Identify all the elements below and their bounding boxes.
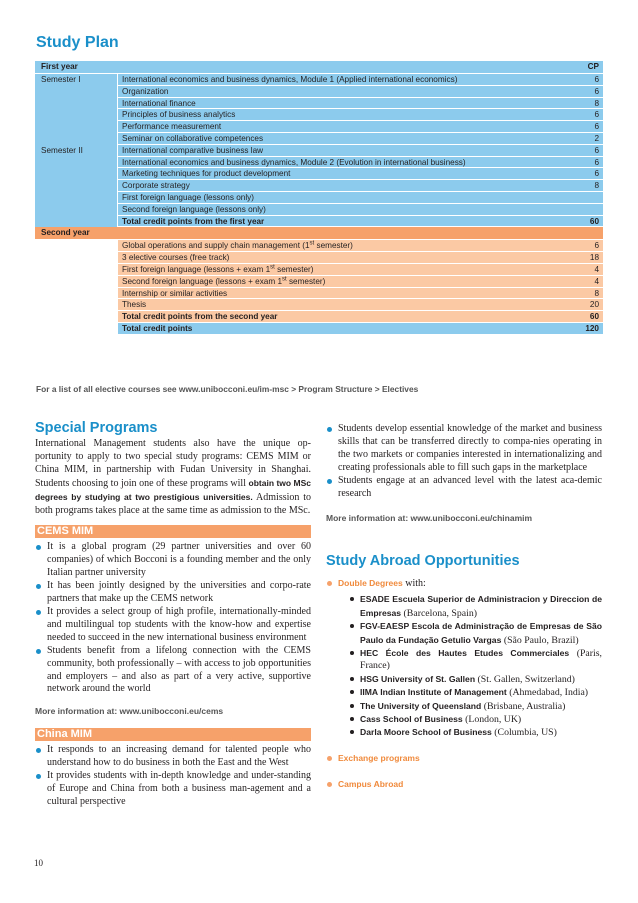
partner-name: FGV-EAESP Escola de Administração de Empresas de São Paulo da Fundação Getulio Vargas	[360, 621, 602, 645]
cems-bullets	[35, 541, 311, 696]
partner-school	[350, 620, 602, 647]
second-year-total-row	[35, 311, 603, 323]
partner-name: Cass School of Business	[360, 714, 463, 724]
partner-location: (Paris, France)	[360, 647, 602, 672]
campus-abroad-item: Campus Abroad	[326, 778, 602, 792]
course-cp: 2	[563, 133, 603, 145]
course-name: Thesis	[117, 299, 563, 311]
course-row	[35, 86, 603, 98]
course-row	[35, 299, 603, 311]
semester-2-rows	[35, 145, 603, 216]
list-item: Students develop essential knowledge of the market and business skills that can be transferred directly to compa-nies operating in the two markets or companies interested in internationalizing and creating professionals able to fill such gaps in the marketplace	[326, 423, 602, 475]
bullet-icon	[36, 748, 41, 753]
partner-location: (Barcelona, Spain)	[403, 607, 477, 619]
course-row	[35, 109, 603, 121]
cems-more-info: More information at: www.unibocconi.eu/cems	[35, 706, 224, 717]
partner-school	[350, 686, 602, 699]
partner-location: (Brisbane, Australia)	[483, 700, 566, 712]
course-row	[35, 204, 603, 216]
grand-total-label: Total credit points	[117, 323, 563, 335]
course-cp: 6	[563, 121, 603, 133]
semester-label: Semester II	[35, 145, 117, 157]
special-programs-title: Special Programs	[35, 420, 158, 436]
bullet-icon	[350, 597, 354, 601]
bullet-icon	[350, 690, 354, 694]
double-degrees-item: Double Degrees with: ESADE Escuela Superior de Administracion y Direccion de Empresas (Barcelona, Spain) FGV-EAESP Escola de Administração de Empresas de São Paulo da Fundação Getulio Vargas (São Paulo, Brazil) HEC École des Hautes Etudes Commerciales (Paris, France) HSG University of St. Gallen (St. Gallen, Switzerland) IIMA Indian Institute of Management (Ahmedabad, India) The University of Queensland (Brisbane, Australia) Cass School of Business (London, UK) Darla Moore School of Business (Columbia, US)	[326, 577, 602, 739]
study-abroad-title: Study Abroad Opportunities	[326, 553, 520, 570]
course-row	[35, 180, 603, 192]
course-name: Performance measurement	[117, 121, 563, 133]
course-row	[35, 133, 603, 145]
course-cp: 6	[563, 157, 603, 169]
cp-header: CP	[587, 62, 599, 71]
course-cp: 6	[563, 74, 603, 86]
course-cp: 6	[563, 240, 603, 252]
course-name: International finance	[117, 98, 563, 110]
course-name: Internship or similar activities	[117, 288, 563, 300]
bullet-icon	[350, 624, 354, 628]
second-year-total-cp: 60	[563, 311, 603, 323]
course-row	[35, 252, 603, 264]
bullet-icon	[327, 782, 332, 787]
list-item: Students engage at an advanced level with the latest aca-demic research	[326, 475, 602, 501]
course-name: International comparative business law	[117, 145, 563, 157]
first-year-total-cp: 60	[563, 216, 603, 228]
china-bullets-continued	[326, 423, 602, 500]
first-year-header	[35, 61, 603, 74]
course-cp: 6	[563, 168, 603, 180]
partner-location: (São Paulo, Brazil)	[503, 634, 579, 646]
course-name: International economics and business dynamics, Module 2 (Evolution in international business)	[117, 157, 563, 169]
partner-school	[350, 700, 602, 713]
list-item: It provides students with in-depth knowledge and under-standing of Europe and China from both a business man-agement and a cultural perspective	[35, 770, 311, 809]
course-row	[35, 98, 603, 110]
double-degree-partners	[350, 593, 602, 739]
bullet-icon	[327, 479, 332, 484]
course-name: Seminar on collaborative competences	[117, 133, 563, 145]
course-name: Second foreign language (lessons + exam 1st semester)	[117, 276, 563, 288]
first-year-total-row	[35, 216, 603, 228]
second-year-total-label: Total credit points from the second year	[117, 311, 563, 323]
course-name: Corporate strategy	[117, 180, 563, 192]
course-row	[35, 192, 603, 204]
partner-name: ESADE Escuela Superior de Administracion y Direccion de Empresas	[360, 594, 602, 618]
partner-name: IIMA Indian Institute of Management	[360, 687, 507, 698]
second-year-label: Second year	[41, 228, 90, 238]
course-name: Organization	[117, 86, 563, 98]
course-cp: 18	[563, 252, 603, 264]
left-column	[35, 420, 311, 809]
course-cp	[563, 192, 603, 204]
two-degrees-highlight: obtain two MSc degrees by studying at two prestigious universities.	[35, 477, 311, 502]
list-item: Students benefit from a lifelong connection with the CEMS community, both professionally – with access to job opportunities and employers – and also as part of a very active, supportive network around the world	[35, 645, 311, 697]
partner-name: HEC École des Hautes Etudes Commerciales	[360, 647, 570, 658]
bullet-icon	[350, 717, 354, 721]
course-row	[35, 276, 603, 288]
list-item: It responds to an increasing demand for talented people who understand how to do business in both the East and the West	[35, 744, 311, 770]
second-year-rows	[35, 240, 603, 311]
partner-school	[350, 713, 602, 726]
partner-school	[350, 593, 602, 620]
bullet-icon	[350, 677, 354, 681]
course-row	[35, 157, 603, 169]
first-year-total-label: Total credit points from the first year	[117, 216, 563, 228]
china-bullets	[35, 744, 311, 809]
course-row	[35, 145, 603, 157]
second-year-header	[35, 227, 603, 240]
first-year-label: First year	[41, 62, 78, 71]
course-cp: 8	[563, 180, 603, 192]
study-plan-title: Study Plan	[36, 34, 119, 51]
china-more-info: More information at: www.unibocconi.eu/chinamim	[326, 513, 533, 524]
course-row	[35, 264, 603, 276]
page-number: 10	[34, 858, 43, 868]
bullet-icon	[327, 427, 332, 432]
bullet-icon	[327, 756, 332, 761]
course-cp: 20	[563, 299, 603, 311]
electives-footnote: For a list of all elective courses see www.unibocconi.eu/im-msc > Program Structure > Electives	[36, 384, 419, 394]
list-item: It has been jointly designed by the universities and corpo-rate partners that make up the CEMS network	[35, 580, 311, 606]
course-name: International economics and business dynamics, Module 1 (Applied international economics)	[117, 74, 563, 86]
bullet-icon	[350, 651, 354, 655]
course-cp: 4	[563, 276, 603, 288]
bullet-icon	[36, 610, 41, 615]
bullet-icon	[36, 584, 41, 589]
partner-location: (Ahmedabad, India)	[509, 687, 589, 699]
bullet-icon	[327, 581, 332, 586]
course-row	[35, 240, 603, 252]
course-name: Second foreign language (lessons only)	[117, 204, 563, 216]
partner-name: Darla Moore School of Business	[360, 727, 492, 738]
course-cp: 6	[563, 86, 603, 98]
bullet-icon	[350, 730, 354, 734]
course-row	[35, 121, 603, 133]
study-plan-table	[35, 61, 603, 335]
partner-location: (Columbia, US)	[494, 727, 557, 739]
bullet-icon	[36, 774, 41, 779]
list-item: It provides a select group of high profile, internationally-minded and multilingual top students with the know-how and expertise needed to succeed in the new international business environment	[35, 606, 311, 645]
bullet-icon	[350, 704, 354, 708]
china-mim-heading: China MIM	[35, 728, 311, 741]
semester-label: Semester I	[35, 74, 117, 86]
partner-name: The University of Queensland	[360, 700, 482, 711]
exchange-programs-item: Exchange programs	[326, 752, 602, 766]
bullet-icon	[36, 649, 41, 654]
semester-1-rows	[35, 74, 603, 145]
list-item: It is a global program (29 partner universities and over 60 companies) of which Bocconi is a founding member and the only Italian partner university	[35, 541, 311, 580]
partner-school	[350, 647, 602, 673]
grand-total-row	[35, 323, 603, 335]
course-cp: 6	[563, 109, 603, 121]
course-cp: 8	[563, 98, 603, 110]
course-name: Global operations and supply chain management (1st semester)	[117, 240, 563, 252]
special-programs-intro: International Management students also have the unique op-portunity to apply to two special study programs: CEMS MIM or China MIM, in partnership with Fudan University in Shanghai. Students choosing to join one of these programs will obtain two MSc degrees by studying at two prestigious universities. Admission to both programs takes place at the same time as admission to the MSc.	[35, 438, 311, 516]
course-name: First foreign language (lessons only)	[117, 192, 563, 204]
right-column	[326, 420, 602, 792]
partner-school	[350, 726, 602, 739]
cems-mim-heading: CEMS MIM	[35, 525, 311, 538]
course-cp	[563, 204, 603, 216]
course-cp: 8	[563, 288, 603, 300]
course-row	[35, 288, 603, 300]
partner-location: (London, UK)	[465, 714, 522, 725]
course-name: Marketing techniques for product development	[117, 168, 563, 180]
bullet-icon	[36, 545, 41, 550]
course-row	[35, 168, 603, 180]
partner-name: HSG University of St. Gallen	[360, 673, 476, 684]
course-name: First foreign language (lessons + exam 1st semester)	[117, 264, 563, 276]
partner-school	[350, 673, 602, 686]
course-cp: 4	[563, 264, 603, 276]
course-row	[35, 74, 603, 86]
course-cp: 6	[563, 145, 603, 157]
partner-location: (St. Gallen, Switzerland)	[477, 673, 575, 685]
study-abroad-list	[326, 577, 602, 791]
course-name: 3 elective courses (free track)	[117, 252, 563, 264]
grand-total-cp: 120	[563, 323, 603, 335]
course-name: Principles of business analytics	[117, 109, 563, 121]
